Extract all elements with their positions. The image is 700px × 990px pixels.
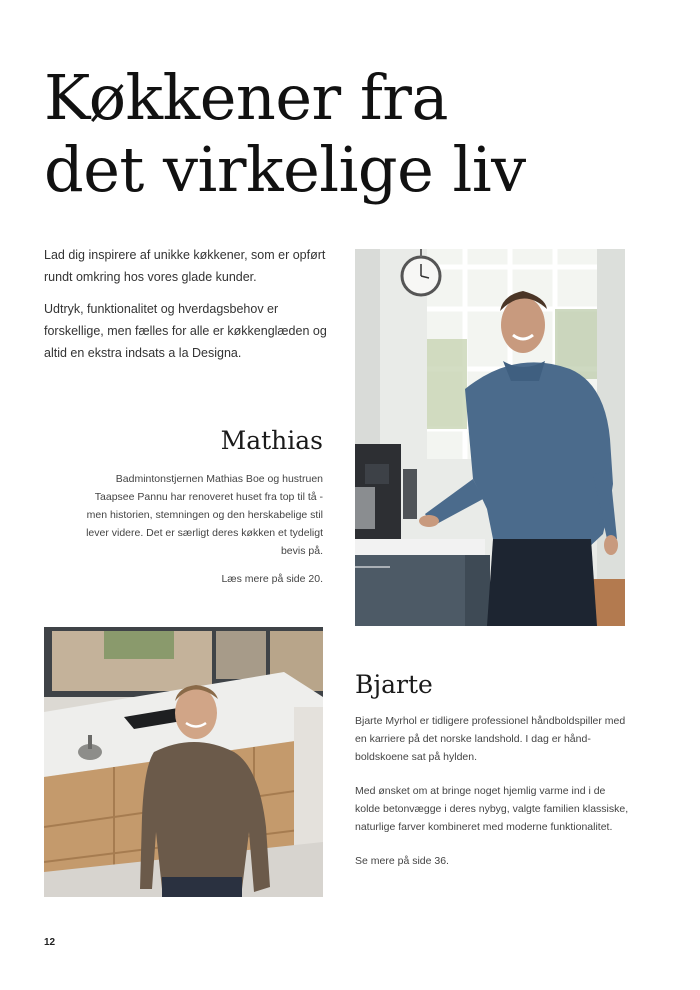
- page-title: [44, 62, 664, 206]
- mathias-description: Badmintonstjernen Mathias Boe og hustruen Taapsee Pannu har renoveret huset fra top til tå - men historien, stemningen og den herskabelige stil lever videre. Det er særligt deres køkken et tydeligt bevis på.: [86, 473, 323, 557]
- bjarte-text: [355, 712, 630, 886]
- bjarte-description-2: Med ønsket om at bringe noget hjemlig varme ind i de kolde betonvægge i deres nybyg, valgte familien klassiske, naturlige farver kombineret med moderne funktionalitet.: [355, 785, 629, 833]
- mathias-photo: [355, 249, 625, 626]
- intro-paragraph-2: Udtryk, funktionalitet og hverdagsbehov er forskellige, men fælles for alle er køkkenglæden og altid en ekstra indsats a la Designa.: [44, 302, 327, 360]
- page-title-line-1: Køkkener fra: [44, 61, 448, 134]
- mathias-read-more-link[interactable]: Læs mere på side 20.: [221, 573, 323, 585]
- intro-text: [44, 244, 334, 374]
- bjarte-photo: [44, 627, 323, 897]
- intro-paragraph-1: Lad dig inspirere af unikke køkkener, som er opført rundt omkring hos vores glade kunder.: [44, 248, 326, 284]
- bjarte-description-1: Bjarte Myrhol er tidligere professionel håndboldspiller med en karriere på det norske landshold. I dag er hånd-boldskoene sat på hylden.: [355, 715, 626, 763]
- page-title-line-2: det virkelige liv: [44, 133, 526, 206]
- mathias-text: [80, 470, 323, 598]
- mathias-heading: Mathias: [220, 426, 323, 455]
- bjarte-read-more-link[interactable]: Se mere på side 36.: [355, 855, 449, 867]
- bjarte-heading: Bjarte: [355, 670, 433, 699]
- mathias-photo-illustration: [355, 249, 625, 626]
- page-number: 12: [44, 937, 56, 948]
- bjarte-photo-illustration: [44, 627, 323, 897]
